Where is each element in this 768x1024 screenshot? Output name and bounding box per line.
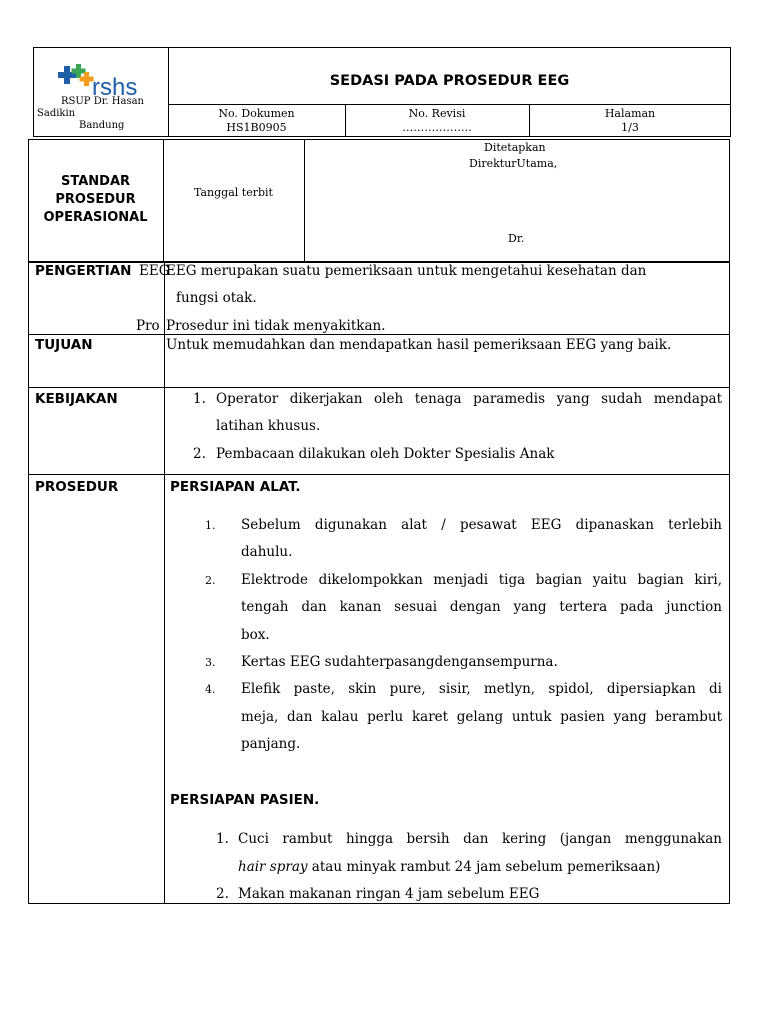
alat-number: 1. xyxy=(205,519,216,532)
pengertian-label: PENGERTIAN xyxy=(35,263,132,279)
tujuan-label: TUJUAN xyxy=(35,337,93,353)
pasien-number: 2. xyxy=(216,886,229,902)
kebijakan-item-line: Pembacaan dilakukan oleh Dokter Spesialis Anak xyxy=(216,446,555,462)
sop-label-2: PROSEDUR xyxy=(55,192,136,207)
kebijakan-item-line: Operator dikerjakan oleh tenaga paramedis yang sudah mendapat xyxy=(216,391,722,407)
pasien-item-line: Makan makanan ringan 4 jam sebelum EEG xyxy=(238,886,540,902)
alat-number: 4. xyxy=(205,683,216,696)
document-title: SEDASI PADA PROSEDUR EEG xyxy=(329,73,570,89)
hospital-name-3: Bandung xyxy=(79,120,125,131)
pasien-item-line-2 xyxy=(238,859,660,875)
alat-item-line: Elefik paste, skin pure, sisir, metlyn, spidol, dipersiapkan di xyxy=(241,681,722,697)
alat-item-line: box. xyxy=(241,627,270,643)
pasien-number: 1. xyxy=(216,831,229,847)
doc-number-label: No. Dokumen xyxy=(218,107,295,120)
alat-item-line: Kertas EEG sudahterpasangdengansempurna. xyxy=(241,654,558,670)
logo-text: rshs xyxy=(92,74,138,98)
issue-date-label: Tanggal terbit xyxy=(194,186,273,199)
doc-number-value: HS1B0905 xyxy=(226,121,287,134)
rshs-logo xyxy=(56,62,156,98)
header-split xyxy=(168,104,731,105)
page-value: 1/3 xyxy=(621,121,639,134)
alat-item-line: dahulu. xyxy=(241,544,293,560)
set-by-label: Ditetapkan xyxy=(484,141,546,154)
page-label: Halaman xyxy=(604,107,656,120)
kebijakan-label: KEBIJAKAN xyxy=(35,391,118,407)
alat-item-line: Sebelum digunakan alat / pesawat EEG dipanaskan terlebih xyxy=(241,517,722,533)
alat-item-line: Elektrode dikelompokkan menjadi tiga bagian yaitu bagian kiri, xyxy=(241,572,722,588)
hospital-name-1: RSUP Dr. Hasan xyxy=(61,96,144,107)
sop-label-1: STANDAR xyxy=(60,174,131,189)
pengertian-overlap-text-2: Pro xyxy=(136,318,160,334)
pengertian-overlap-text: EEG xyxy=(139,263,170,279)
pengertian-line-2: fungsi otak. xyxy=(176,290,257,306)
persiapan-alat-title: PERSIAPAN ALAT. xyxy=(170,479,301,495)
alat-item-line: meja, dan kalau perlu karet gelang untuk pasien yang berambut xyxy=(241,709,722,725)
director-label: DirekturUtama, xyxy=(469,157,558,170)
persiapan-pasien-title: PERSIAPAN PASIEN. xyxy=(170,792,320,808)
tujuan-text: Untuk memudahkan dan mendapatkan hasil pemeriksaan EEG yang baik. xyxy=(166,337,672,353)
pengertian-line-3: Prosedur ini tidak menyakitkan. xyxy=(166,318,386,334)
pasien-item-line: Cuci rambut hingga bersih dan kering (jangan menggunakan xyxy=(238,831,722,847)
alat-number: 3. xyxy=(205,656,216,669)
revision-label: No. Revisi xyxy=(408,107,466,120)
pasien-item-rest: atau minyak rambut 24 jam sebelum pemeriksaan) xyxy=(307,859,661,875)
alat-item-line: panjang. xyxy=(241,736,301,752)
hair-spray-text: hair spray xyxy=(238,859,308,875)
pengertian-line-1: EEG merupakan suatu pemeriksaan untuk mengetahui kesehatan dan xyxy=(166,263,647,279)
kebijakan-number: 2. xyxy=(193,446,206,462)
revision-value: ………………. xyxy=(402,121,472,134)
kebijakan-item-line: latihan khusus. xyxy=(216,418,321,434)
content-divider xyxy=(164,262,165,904)
kebijakan-number: 1. xyxy=(193,391,206,407)
sop-label-3: OPERASIONAL xyxy=(43,210,148,225)
alat-number: 2. xyxy=(205,574,216,587)
alat-item-line: tengah dan kanan sesuai dengan yang tertera pada junction xyxy=(241,599,722,615)
prosedur-label: PROSEDUR xyxy=(35,479,119,495)
hospital-name-2: Sadikin xyxy=(37,108,76,119)
doctor-label: Dr. xyxy=(508,232,525,245)
